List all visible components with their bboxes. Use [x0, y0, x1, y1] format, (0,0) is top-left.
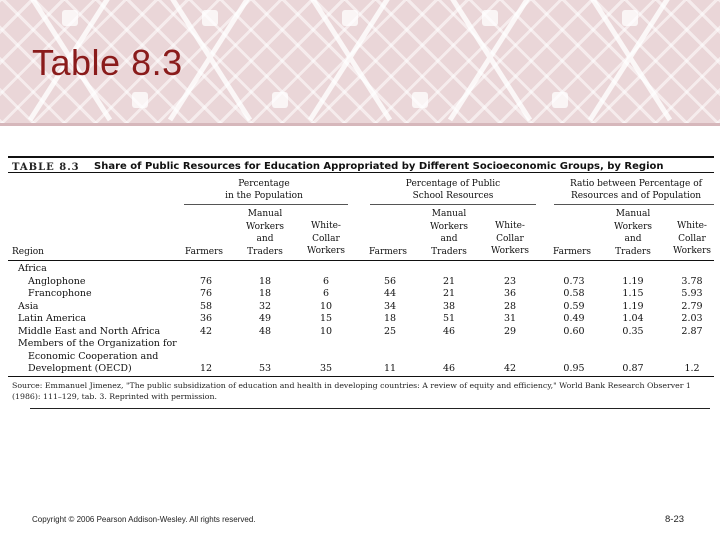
table-cell: 49: [258, 313, 272, 324]
region-label: Francophone: [28, 288, 92, 299]
table-cell: 1.2: [684, 363, 700, 374]
table-caption: Share of Public Resources for Education Appropriated by Different Socioeconomic Groups, by Region: [94, 161, 664, 172]
table-cell: 46: [442, 363, 456, 374]
table-label: TABLE 8.3: [12, 162, 80, 173]
table-cell: 15: [319, 313, 333, 324]
region-label: Latin America: [18, 313, 87, 324]
table-cell: 1.15: [622, 288, 644, 299]
table-cell: 3.78: [681, 275, 703, 287]
table-cell: 56: [383, 275, 397, 287]
table-cell: 18: [383, 313, 397, 324]
subhead-manual: Manual Workers and Traders: [245, 209, 285, 257]
subhead-manual: Manual Workers and Traders: [429, 209, 469, 257]
copyright-text: Copyright © 2006 Pearson Addison-Wesley. All rights reserved.: [32, 515, 256, 524]
group-rule: [184, 204, 348, 205]
table-cell: 1.19: [622, 275, 644, 287]
table-cell: 0.87: [622, 363, 644, 374]
table-cell: 23: [503, 275, 517, 287]
table-cell: 0.35: [622, 325, 644, 337]
table-header-bar: [8, 156, 714, 173]
region-label: Development (OECD): [28, 363, 132, 374]
table-cell: 10: [319, 325, 333, 337]
decorative-banner: [0, 0, 720, 123]
table-cell: 2.87: [681, 325, 703, 337]
table-cell: 29: [503, 325, 517, 337]
table-cell: 12: [199, 363, 213, 374]
subhead-white-collar: White- Collar Workers: [672, 221, 712, 256]
region-header: Region: [12, 247, 44, 257]
table-cell: 25: [383, 325, 397, 337]
page-number: 8-23: [665, 514, 685, 525]
group-header-resources: Percentage of Public School Resources: [405, 179, 501, 201]
table-cell: 42: [199, 325, 213, 337]
table-cell: 0.58: [563, 288, 585, 299]
table-cell: 6: [322, 288, 330, 299]
source-note: Source: Emmanuel Jimenez, "The public subsidization of education and health in developing countries: A review of equity and efficiency," World Bank Research Observer 1 (1986): 111–129, tab. 3. Reprinted with permission.: [12, 381, 691, 401]
table-cell: 28: [503, 300, 517, 312]
subhead-farmers: Farmers: [552, 247, 592, 257]
table-cell: 18: [258, 275, 272, 287]
table-cell: 0.59: [563, 300, 585, 312]
subhead-farmers: Farmers: [368, 247, 408, 257]
slide-title: Table 8.3: [32, 42, 183, 83]
table-cell: 58: [199, 300, 213, 312]
table-cell: 51: [442, 313, 456, 324]
table-cell: 10: [319, 300, 333, 312]
subhead-white-collar: White- Collar Workers: [306, 221, 346, 256]
table-cell: 46: [442, 325, 456, 337]
table-cell: 36: [503, 288, 517, 299]
group-header-population: Percentage in the Population: [225, 179, 303, 201]
table-cell: 31: [503, 313, 517, 324]
table-cell: 21: [442, 275, 456, 287]
table-cell: 0.95: [563, 363, 585, 374]
subhead-manual: Manual Workers and Traders: [613, 209, 653, 257]
table-cell: 53: [258, 363, 272, 374]
table-cell: 32: [258, 300, 272, 312]
table-cell: 36: [199, 313, 213, 324]
table-bottom-rule: [8, 376, 714, 377]
footer-divider: [30, 408, 710, 409]
region-label: Members of the Organization for: [18, 338, 177, 349]
group-header-ratio: Ratio between Percentage of Resources and of Population: [570, 179, 702, 201]
table-cell: 0.60: [563, 325, 585, 337]
table-cell: 38: [442, 300, 456, 312]
region-label: Asia: [18, 300, 39, 312]
region-label: Anglophone: [28, 275, 86, 287]
table-cell: 34: [383, 300, 397, 312]
subhead-farmers: Farmers: [184, 247, 224, 257]
table-cell: 6: [322, 275, 330, 287]
table-cell: 5.93: [681, 288, 703, 299]
table-cell: 11: [383, 363, 397, 374]
data-table: [8, 156, 714, 408]
table-cell: 18: [258, 288, 272, 299]
table-cell: 0.73: [563, 275, 585, 287]
region-label: Middle East and North Africa: [18, 325, 161, 337]
table-cell: 35: [319, 363, 333, 374]
table-cell: 2.79: [681, 300, 703, 312]
table-cell: 48: [258, 325, 272, 337]
table-cell: 1.04: [622, 313, 644, 324]
region-label: Economic Cooperation and: [28, 350, 159, 362]
subhead-white-collar: White- Collar Workers: [490, 221, 530, 256]
table-cell: 1.19: [622, 300, 644, 312]
group-rule: [554, 204, 714, 205]
table-cell: 0.49: [563, 313, 585, 324]
banner-divider: [0, 123, 720, 126]
table-cell: 2.03: [681, 313, 703, 324]
table-cell: 44: [383, 288, 397, 299]
header-bottom-rule: [8, 260, 714, 261]
table-cell: 21: [442, 288, 456, 299]
table-cell: 76: [199, 275, 213, 287]
group-rule: [370, 204, 536, 205]
table-cell: 42: [503, 363, 517, 374]
region-label: Africa: [18, 263, 47, 274]
table-cell: 76: [199, 288, 213, 299]
